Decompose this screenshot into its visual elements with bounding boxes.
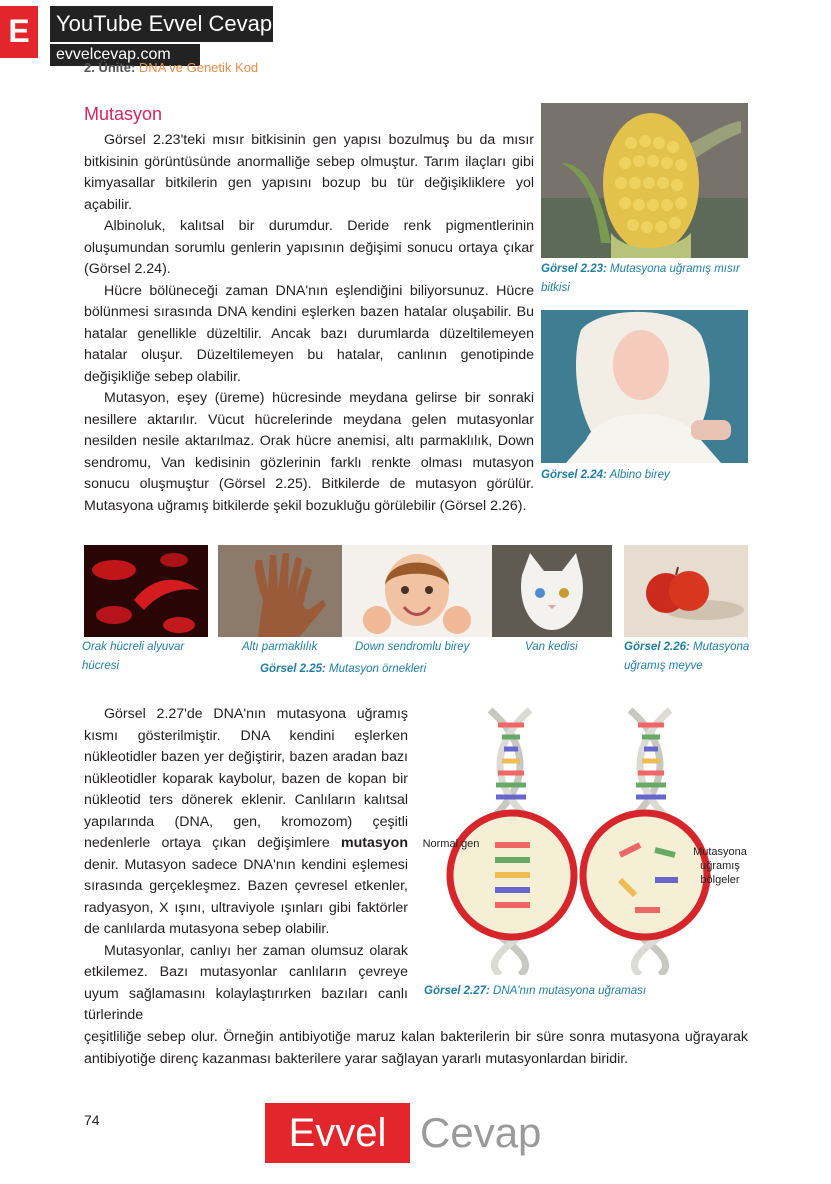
- caption-polydactyly: Altı parmaklılık: [242, 641, 318, 653]
- normal-gen-zoom: [450, 813, 574, 937]
- mutated-fruit-photo: [624, 545, 748, 637]
- paragraph: Mutasyon, eşey (üreme) hücresinde meydana gelirse bir sonraki nesillere aktarılır. Vücut hücrelerinde meydana gelen mutasyonlar nesilden nesile aktarılmaz. Orak hücre anemisi, altı parmaklılık, Down sendromu, Van kedisinin gözlerinin farklı renkte olması mutasyon sonucu oluşmuştur (Görsel 2.25). Bitkilerde de mutasyon görülür. Mutasyona uğramış bitkilerde şekil bozukluğu görülebilir (Görsel 2.26).: [84, 390, 534, 514]
- caption-sickle-cell: Orak hücreli alyuvar hücresi: [82, 641, 185, 672]
- caption-text: Mutasyona uğramış mısır bitkisi: [541, 263, 740, 294]
- albino-photo: [541, 310, 748, 463]
- channel-banner: YouTube Evvel Cevap: [50, 6, 273, 42]
- sickle-cell-photo: [84, 545, 208, 637]
- dna-mutation-diagram: [420, 705, 755, 975]
- paragraph: Görsel 2.23'teki mısır bitkisinin gen yapısı bozulmuş bu da mısır bitkisinin görüntüsünde anormalliğe sebep olmuştur. Tarım ilaçları gibi kimyasallar bitkilerin gen yapısını bozup bu tür değişikliklere yol açabilir.: [84, 132, 534, 213]
- page-number: 74: [84, 1112, 100, 1128]
- unit-name: DNA ve Genetik Kod: [138, 60, 259, 75]
- corn-photo: [541, 103, 748, 258]
- brand-logo-evvel: Evvel: [265, 1103, 410, 1163]
- text-run: Görsel 2.27'de DNA'nın mutasyona uğramış kısmı gösterilmiştir. DNA kendini eşlerken nükleotidler bazen yer değiştirir, bazen aradan bazı nükleotidler koparak kaybolur, bazen de kopan bir nükleotid ters dönerek eklenir. Canlıların kalıtsal yapılarında (DNA, gen, kromozom) çeşitli nedenlerle ortaya çıkan değişimlere: [84, 706, 408, 851]
- caption-down-syndrome: Down sendromlu birey: [355, 641, 470, 653]
- normal-gen-label: Normal gen: [422, 838, 480, 850]
- keyword-mutasyon: mutasyon: [340, 835, 408, 851]
- caption-fig-2-24: [541, 466, 751, 485]
- caption-label: Görsel 2.25:: [260, 663, 326, 675]
- caption-fig-2-25: [260, 660, 500, 679]
- caption-text: Albino birey: [609, 469, 670, 481]
- text-run: denir. Mutasyon sadece DNA'nın kendini eşlemesi sırasında gerçekleşmez. Bazen çevresel etkenler, radyasyon, X ışını, ultraviyole ışınları gibi faktörler de canlılarda mutasyona sebep olabilir.: [84, 856, 408, 937]
- van-cat-photo: [492, 545, 612, 637]
- lower-text-wide: [84, 1027, 748, 1070]
- down-syndrome-photo: [342, 545, 492, 637]
- upper-text: [84, 130, 534, 517]
- caption-fig-2-27: [424, 982, 744, 1001]
- paragraph: [84, 704, 408, 941]
- site-url: evvelcevap.com: [50, 44, 200, 66]
- unit-header: [84, 60, 258, 75]
- paragraph: Mutasyonlar, canlıyı her zaman olumsuz olarak etkilemez. Bazı mutasyonlar canlıların çevreye uyum sağlamasını kolaylaştırırken bazıları canlı türlerinde: [84, 942, 408, 1023]
- caption-text: DNA'nın mutasyona uğraması: [493, 985, 647, 997]
- caption-label: Görsel 2.23:: [541, 263, 607, 275]
- section-title: Mutasyon: [84, 104, 163, 124]
- caption-label: Görsel 2.27:: [424, 985, 490, 997]
- lower-text-narrow: [84, 704, 408, 1027]
- caption-text: Mutasyon örnekleri: [329, 663, 427, 675]
- paragraph: çeşitliliğe sebep olur. Örneğin antibiyotiğe maruz kalan bakterilerin bir süre sonra mutasyona uğrayarak antibiyotiğe direnç kazanması bakterilere yarar sağlayan yararlı mutasyonlardan biridir.: [84, 1029, 748, 1067]
- polydactyly-photo: [218, 545, 342, 637]
- caption-van-cat: Van kedisi: [525, 641, 578, 653]
- paragraph: Albinoluk, kalıtsal bir durumdur. Deride renk pigmentlerinin oluşumundan sorumlu genlerin yapısının değişimi sonucu ortaya çıkar (Görsel 2.24).: [84, 218, 534, 277]
- caption-fig-2-26: [624, 638, 754, 676]
- brand-logo-cevap: Cevap: [420, 1109, 542, 1156]
- mutation-region-label: Mutasyona uğramış bölgeler: [693, 846, 747, 886]
- caption-text: Mutasyona uğramış meyve: [624, 641, 750, 672]
- caption-fig-2-23: [541, 260, 751, 298]
- caption-label: Görsel 2.26:: [624, 641, 690, 653]
- caption-label: Görsel 2.24:: [541, 469, 607, 481]
- paragraph: Hücre bölüneceği zaman DNA'nın eşlendiğini biliyorsunuz. Hücre bölünmesi sırasında DNA kendini eşlerken bazen hatalar oluşabilir. Bu hatalar genellikle düzeltilir. Ancak bazı durumlarda düzeltilemeyen hatalar oluşur. Düzeltilemeyen bu hatalar, canlının genotipinde değişikliğe sebep olabilir.: [84, 282, 534, 385]
- unit-label: 2. Ünite:: [84, 60, 136, 75]
- logo-badge: E: [0, 6, 38, 58]
